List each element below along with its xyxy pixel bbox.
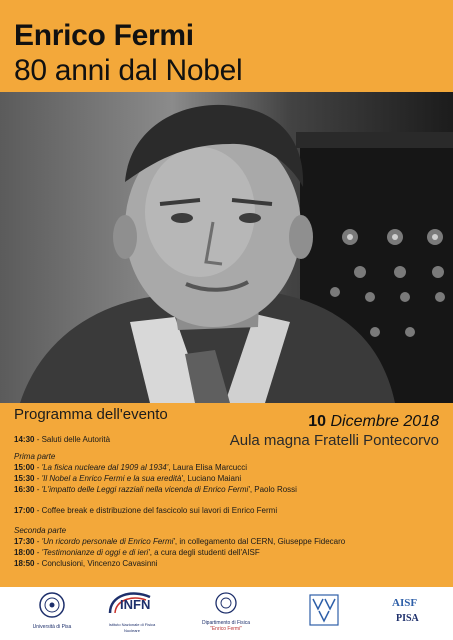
logo-unipi-text: Università di Pisa [32, 624, 72, 630]
schedule-time: 17:30 [14, 537, 35, 546]
poster-title: Enrico Fermi [14, 19, 194, 52]
logo-dipfis [186, 587, 266, 640]
talk-title: 'L'impatto delle Leggi razziali nella vicenda di Enrico Fermi' [41, 485, 250, 494]
talk-title: 'La fisica nucleare dal 1909 al 1934' [41, 463, 169, 472]
logo-aisf-text: AISF [392, 597, 418, 609]
schedule-row: 15:30 - 'Il Nobel a Enrico Fermi e la sua eredità', Luciano Maiani [14, 474, 242, 483]
talk-title: 'Il Nobel a Enrico Fermi e la sua eredità' [41, 474, 183, 483]
schedule-row: 16:30 - 'L'impatto delle Leggi razziali nella vicenda di Enrico Fermi', Paolo Rossi [14, 485, 297, 494]
event-date-month-year: Dicembre 2018 [330, 413, 439, 430]
talk-speaker: Conclusioni, Vincenzo Cavasinni [41, 559, 158, 568]
schedule-row: 17:30 - 'Un ricordo personale di Enrico Fermi', in collegamento dal CERN, Giuseppe Fidecaro [14, 537, 346, 546]
schedule-time: 16:30 [14, 485, 35, 494]
logo-infn-sub: Istituto Nazionale di Fisica Nucleare [108, 622, 156, 633]
talk-speaker: , a cura degli studenti dell'AISF [149, 548, 260, 557]
logo-infn-text: INFN [120, 597, 151, 612]
schedule-break: 17:00 - Coffee break e distribuzione del fascicolo sui lavori di Enrico Fermi [14, 506, 278, 515]
talk-speaker: , Luciano Maiani [182, 474, 242, 483]
portrait-illustration [0, 92, 453, 403]
logo-dipfis-text: Dipartimento di Fisica [201, 620, 251, 626]
apparatus-top [296, 132, 453, 148]
logo-infn [102, 587, 162, 640]
logo-unipi [22, 587, 82, 640]
talk-speaker: , Laura Elisa Marcucci [168, 463, 247, 472]
talk-title: 'Un ricordo personale di Enrico Fermi' [41, 537, 175, 546]
event-date-day: 10 [308, 413, 327, 430]
schedule-text: Saluti delle Autorità [41, 435, 111, 444]
logo-vsv [304, 587, 344, 640]
poster-subtitle: 80 anni dal Nobel [14, 54, 243, 87]
part1-label: Prima parte [14, 452, 56, 461]
schedule-row: 18:50 - Conclusioni, Vincenzo Cavasinni [14, 559, 158, 568]
logo-dipfis-sub: "Enrico Fermi" [210, 626, 242, 632]
eye-right [239, 213, 261, 223]
talk-title: 'Testimonianze di oggi e di ieri' [41, 548, 150, 557]
ear-left [113, 215, 137, 259]
schedule-row: 18:00 - 'Testimonianze di oggi e di ieri', a cura degli studenti dell'AISF [14, 548, 260, 557]
schedule-time: 15:00 [14, 463, 35, 472]
eye-left [171, 213, 193, 223]
program-title: Programma dell'evento [14, 406, 168, 423]
schedule-text: Coffee break e distribuzione del fascicolo sui lavori di Enrico Fermi [41, 506, 278, 515]
schedule-time: 18:50 [14, 559, 35, 568]
schedule-time: 14:30 [14, 435, 35, 444]
seal-icon [186, 587, 266, 615]
schedule-time: 15:30 [14, 474, 35, 483]
part2-label: Seconda parte [14, 526, 67, 535]
seal-icon [22, 587, 82, 619]
talk-speaker: , in collegamento dal CERN, Giuseppe Fidecaro [174, 537, 346, 546]
logo-aisf [388, 587, 438, 640]
schedule-time: 18:00 [14, 548, 35, 557]
logo-pisa-text: PISA [396, 613, 419, 624]
talk-speaker: , Paolo Rossi [249, 485, 297, 494]
schedule-row: 15:00 - 'La fisica nucleare dal 1909 al 1934', Laura Elisa Marcucci [14, 463, 247, 472]
ear-right [289, 215, 313, 259]
logo-row [0, 587, 453, 640]
event-date [308, 413, 439, 431]
vsv-mark-icon [304, 587, 344, 633]
schedule-time: 17:00 [14, 506, 35, 515]
event-venue: Aula magna Fratelli Pontecorvo [229, 432, 439, 449]
schedule-opening: 14:30 - Saluti delle Autorità [14, 435, 111, 444]
portrait-photo [0, 92, 453, 403]
